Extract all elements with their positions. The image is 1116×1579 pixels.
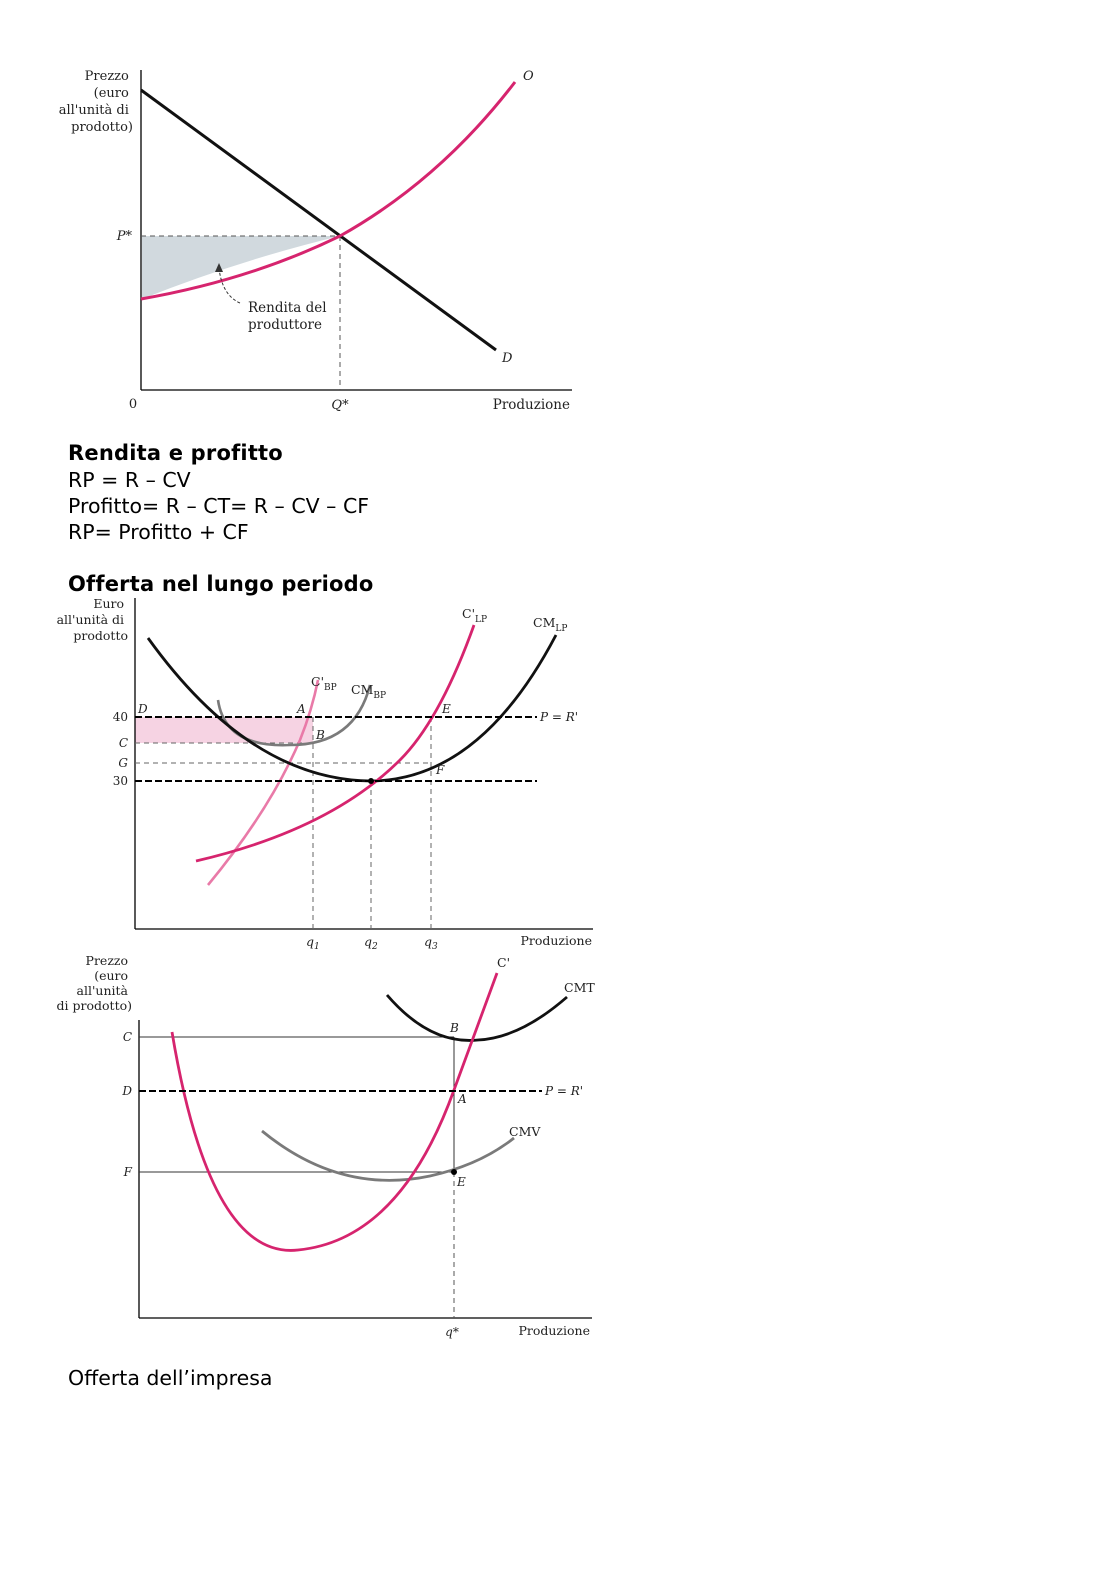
tick-30: 30	[112, 774, 128, 788]
x-axis-label: Produzione	[492, 397, 570, 413]
tick-q2: $q_2$	[364, 934, 378, 952]
price-line-label: P = R'	[545, 1084, 584, 1098]
cm-lp-label: $CM_{LP}$	[533, 615, 568, 634]
c-bp-label: $C'_{BP}$	[311, 674, 337, 693]
producer-surplus-label: Rendita del produttore	[248, 300, 327, 333]
cmv-label: CMV	[509, 1124, 541, 1139]
c-lp-label: $C'_{LP}$	[462, 606, 488, 625]
tick-d: D	[122, 1084, 132, 1098]
tick-c: C	[122, 1030, 132, 1044]
point-e: E	[457, 1175, 466, 1189]
y-axis-label: Prezzo (euro all'unità di prodotto)	[58, 69, 133, 135]
tick-q1: $q_1$	[306, 934, 320, 952]
average-total-cost-curve	[387, 995, 567, 1040]
point-f: F	[436, 763, 445, 777]
formula-line-1: RP = R – CV	[68, 468, 191, 492]
point-b: B	[316, 728, 325, 742]
price-line-label: P = R'	[540, 710, 579, 724]
cm-bp-label: $CM_{BP}$	[351, 682, 387, 701]
y-axis-label: Euro all'unità di prodotto	[56, 596, 128, 643]
formula-line-2: Profitto= R – CT= R – CV – CF	[68, 494, 370, 518]
marginal-cost-curve	[172, 973, 497, 1250]
point-a: A	[458, 1092, 467, 1106]
point-a: A	[297, 702, 306, 716]
x-axis-label: Produzione	[520, 933, 592, 948]
tick-f: F	[123, 1165, 132, 1179]
long-run-minimum-point	[368, 778, 374, 784]
cmt-label: CMT	[564, 980, 595, 995]
p-star-label: P*	[116, 229, 132, 244]
section-title-lungo-periodo: Offerta nel lungo periodo	[68, 572, 374, 596]
producer-surplus-chart	[0, 60, 600, 420]
average-variable-cost-curve	[262, 1131, 514, 1180]
point-d: D	[138, 702, 148, 716]
tick-c: C	[118, 736, 128, 750]
annotation-arrow	[219, 268, 240, 303]
origin-label: 0	[128, 397, 138, 412]
tick-g: G	[118, 756, 128, 770]
demand-label: D	[502, 351, 513, 366]
formula-line-3: RP= Profitto + CF	[68, 520, 249, 544]
tick-q3: $q_3$	[424, 934, 438, 952]
point-e: E	[442, 702, 451, 716]
tick-40: 40	[112, 710, 128, 724]
point-b: B	[450, 1021, 459, 1035]
q-star-label: Q*	[331, 398, 349, 413]
firm-supply-chart	[0, 952, 610, 1347]
footer-caption: Offerta dell’impresa	[68, 1366, 273, 1390]
supply-label: O	[523, 69, 534, 84]
mc-label: C'	[497, 955, 511, 970]
section-title-rendita-profitto: Rendita e profitto	[68, 441, 283, 465]
y-axis-label: Prezzo (euro all'unità di prodotto)	[56, 953, 132, 1013]
x-axis-label: Produzione	[518, 1323, 590, 1338]
long-run-average-cost-curve	[148, 635, 556, 781]
tick-q-star: q*	[445, 1325, 459, 1339]
long-run-cost-chart	[0, 595, 610, 960]
producer-surplus-area	[142, 236, 340, 299]
